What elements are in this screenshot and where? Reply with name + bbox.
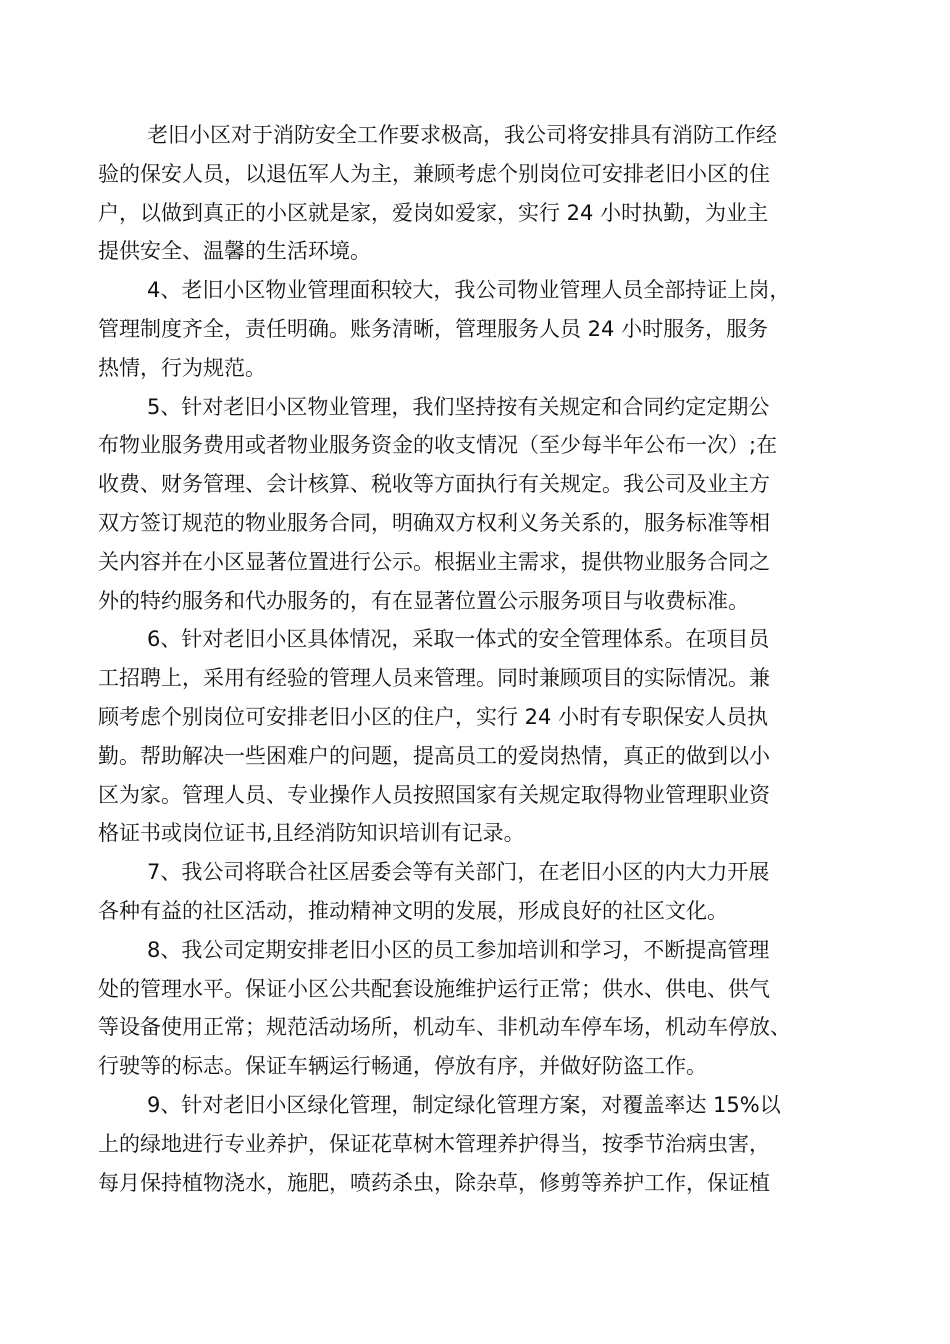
text-line: 4、老旧小区物业管理面积较大，我公司物业管理人员全部持证上岗， [147,278,791,303]
text-line: 行驶等的标志。保证车辆运行畅通，停放有序，并做好防盗工作。 [98,1054,707,1079]
text-line: 热情，行为规范。 [98,355,266,380]
text-line: 布物业服务费用或者物业服务资金的收支情况（至少每半年公布一次）;在 [98,433,778,458]
text-line: 各种有益的社区活动，推动精神文明的发展，形成良好的社区文化。 [98,898,728,923]
text-line: 等设备使用正常；规范活动场所，机动车、非机动车停车场，机动车停放、 [98,1015,791,1040]
text-line: 外的特约服务和代办服务的，有在显著位置公示服务项目与收费标准。 [98,588,749,613]
text-line: 格证书或岗位证书,且经消防知识培训有记录。 [98,821,525,846]
paragraph-item-5 [98,388,858,621]
paragraph-item-9 [98,1086,858,1202]
text-line: 验的保安人员，以退伍军人为主，兼顾考虑个别岗位可安排老旧小区的住 [98,161,770,186]
text-line: 处的管理水平。保证小区公共配套设施维护运行正常；供水、供电、供气 [98,976,770,1001]
text-line: 9、针对老旧小区绿化管理，制定绿化管理方案，对覆盖率达 15%以 [147,1092,781,1117]
text-line: 上的绿地进行专业养护，保证花草树木管理养护得当，按季节治病虫害， [98,1131,770,1156]
text-line: 工招聘上，采用有经验的管理人员来管理。同时兼顾项目的实际情况。兼 [98,666,770,691]
text-line: 顾考虑个别岗位可安排老旧小区的住户，实行 24 小时有专职保安人员执 [98,704,769,729]
paragraph-item-7 [98,853,858,931]
text-line: 双方签订规范的物业服务合同，明确双方权利义务关系的，服务标准等相 [98,510,770,535]
paragraph-fire-safety [98,116,858,271]
text-line: 8、我公司定期安排老旧小区的员工参加培训和学习，不断提高管理 [147,937,770,962]
text-line: 管理制度齐全，责任明确。账务清晰，管理服务人员 24 小时服务，服务 [98,316,769,341]
text-line: 勤。帮助解决一些困难户的问题，提高员工的爱岗热情，真正的做到以小 [98,743,770,768]
text-line: 5、针对老旧小区物业管理，我们坚持按有关规定和合同约定定期公 [147,394,770,419]
text-line: 7、我公司将联合社区居委会等有关部门，在老旧小区的内大力开展 [147,860,770,885]
text-line: 提供安全、温馨的生活环境。 [98,239,371,264]
paragraph-item-6 [98,620,858,853]
text-line: 老旧小区对于消防安全工作要求极高，我公司将安排具有消防工作经 [147,123,777,147]
text-line: 每月保持植物浇水，施肥，喷药杀虫，除杂草，修剪等养护工作，保证植 [98,1170,770,1195]
paragraph-item-4 [98,271,858,387]
document-body [98,116,858,1202]
paragraph-item-8 [98,931,858,1086]
text-line: 6、针对老旧小区具体情况，采取一体式的安全管理体系。在项目员 [147,627,770,652]
text-line: 收费、财务管理、会计核算、税收等方面执行有关规定。我公司及业主方 [98,472,770,497]
text-line: 关内容并在小区显著位置进行公示。根据业主需求，提供物业服务合同之 [98,549,770,574]
text-line: 区为家。管理人员、专业操作人员按照国家有关规定取得物业管理职业资 [98,782,770,807]
text-line: 户，以做到真正的小区就是家，爱岗如爱家，实行 24 小时执勤，为业主 [98,200,769,225]
